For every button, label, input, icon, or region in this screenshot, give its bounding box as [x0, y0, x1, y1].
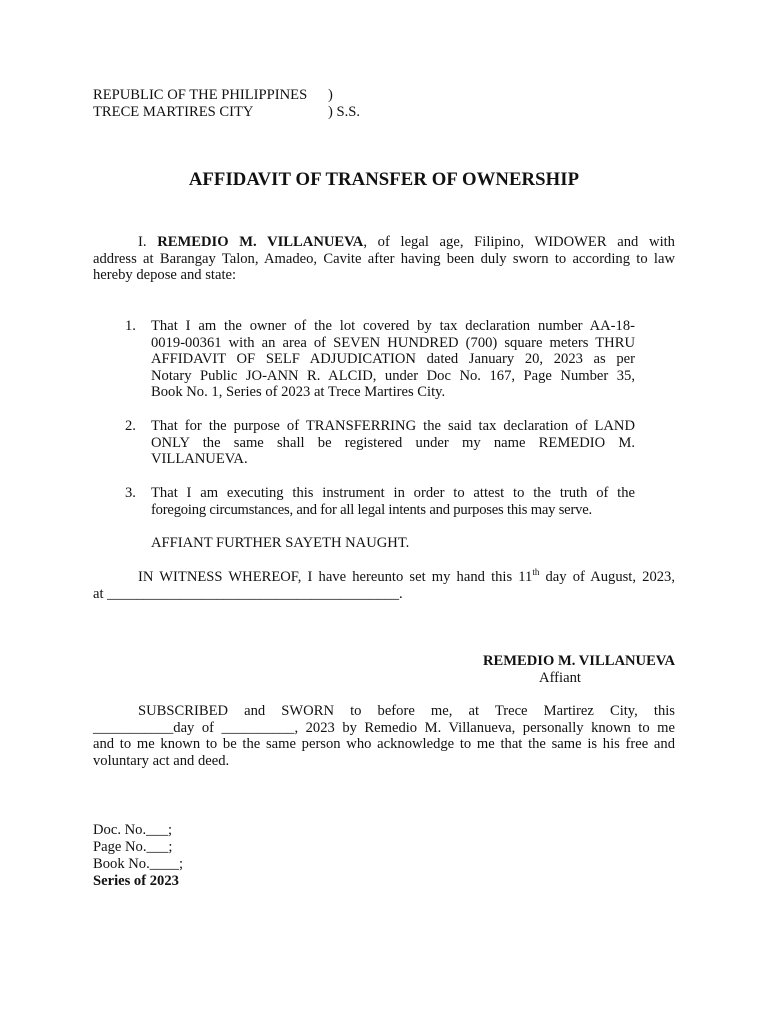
list-item-number: 3. — [125, 485, 136, 501]
list-item-text: That I am the owner of the lot covered by tax declaration number AA-18- 0019-00361 with an area of SEVEN HUNDRED (700) square meters THRU AFFIDAVIT OF SELF ADJUDICATION dated January 20, 2023 as per Notary Public JO-ANN R. ALCID, under Doc No. 167, Page Number 35, Book No. 1, Series of 2023 at Trece Martires City. — [151, 318, 635, 401]
affiant-further-sayeth: AFFIANT FURTHER SAYETH NAUGHT. — [151, 535, 410, 551]
venue-republic-text: REPUBLIC OF THE PHILIPPINES — [93, 87, 308, 103]
affiant-name-inline: REMEDIO M. VILLANUEVA — [157, 234, 364, 250]
signature-title: Affiant — [539, 670, 581, 686]
jurat-line-3: and to me known to be the same person who acknowledge to me that the same is his free and — [93, 736, 675, 753]
jurat-line-4: voluntary act and deed. — [93, 752, 230, 769]
list-item-number: 1. — [125, 318, 136, 334]
intro-line-3: hereby depose and state: — [93, 267, 237, 284]
jurat-line-1: SUBSCRIBED and SWORN to before me, at Trece Martirez City, this — [138, 703, 675, 719]
list-item-text: That for the purpose of TRANSFERRING the said tax declaration of LAND ONLY the same shall be registered under my name REMEDIO M. VILLANUEVA. — [151, 418, 635, 468]
intro-paragraph — [93, 234, 675, 284]
witness-line-1: IN WITNESS WHEREOF, I have hereunto set my hand this 11th day of August, 2023, — [138, 567, 675, 585]
ordinal-suffix: th — [532, 567, 540, 578]
venue-line-republic — [93, 87, 393, 104]
signature-name: REMEDIO M. VILLANUEVA — [482, 653, 675, 669]
intro-line-1: I. REMEDIO M. VILLANUEVA, of legal age, Filipino, WIDOWER and with — [138, 234, 675, 250]
list-item-number: 2. — [125, 418, 136, 434]
jurat-paragraph — [93, 703, 675, 769]
book-number: Book No.____; — [93, 856, 183, 872]
notarial-register — [93, 822, 183, 890]
venue-ss: ) S.S. — [328, 104, 361, 120]
list-item-text: That I am executing this instrument in order to attest to the truth of the foregoing circumstances, and for all legal intents and purposes this may serve. — [151, 485, 635, 518]
venue-bracket: ) — [328, 87, 333, 103]
jurat-line-2: ___________day of __________, 2023 by Remedio M. Villanueva, personally known to me — [93, 719, 675, 736]
doc-number: Doc. No.___; — [93, 822, 173, 838]
venue-line-city — [93, 104, 393, 121]
venue-block — [93, 87, 393, 121]
document-title: AFFIDAVIT OF TRANSFER OF OWNERSHIP — [188, 169, 580, 190]
venue-city-text: TRECE MARTIRES CITY — [93, 104, 254, 120]
witness-line-2: at ________________________________________. — [93, 585, 403, 602]
intro-line-2: address at Barangay Talon, Amadeo, Cavite after having been duly sworn to according to law — [93, 250, 675, 267]
page-number: Page No.___; — [93, 839, 173, 855]
witness-clause — [93, 569, 675, 602]
series-year: Series of 2023 — [93, 873, 179, 889]
